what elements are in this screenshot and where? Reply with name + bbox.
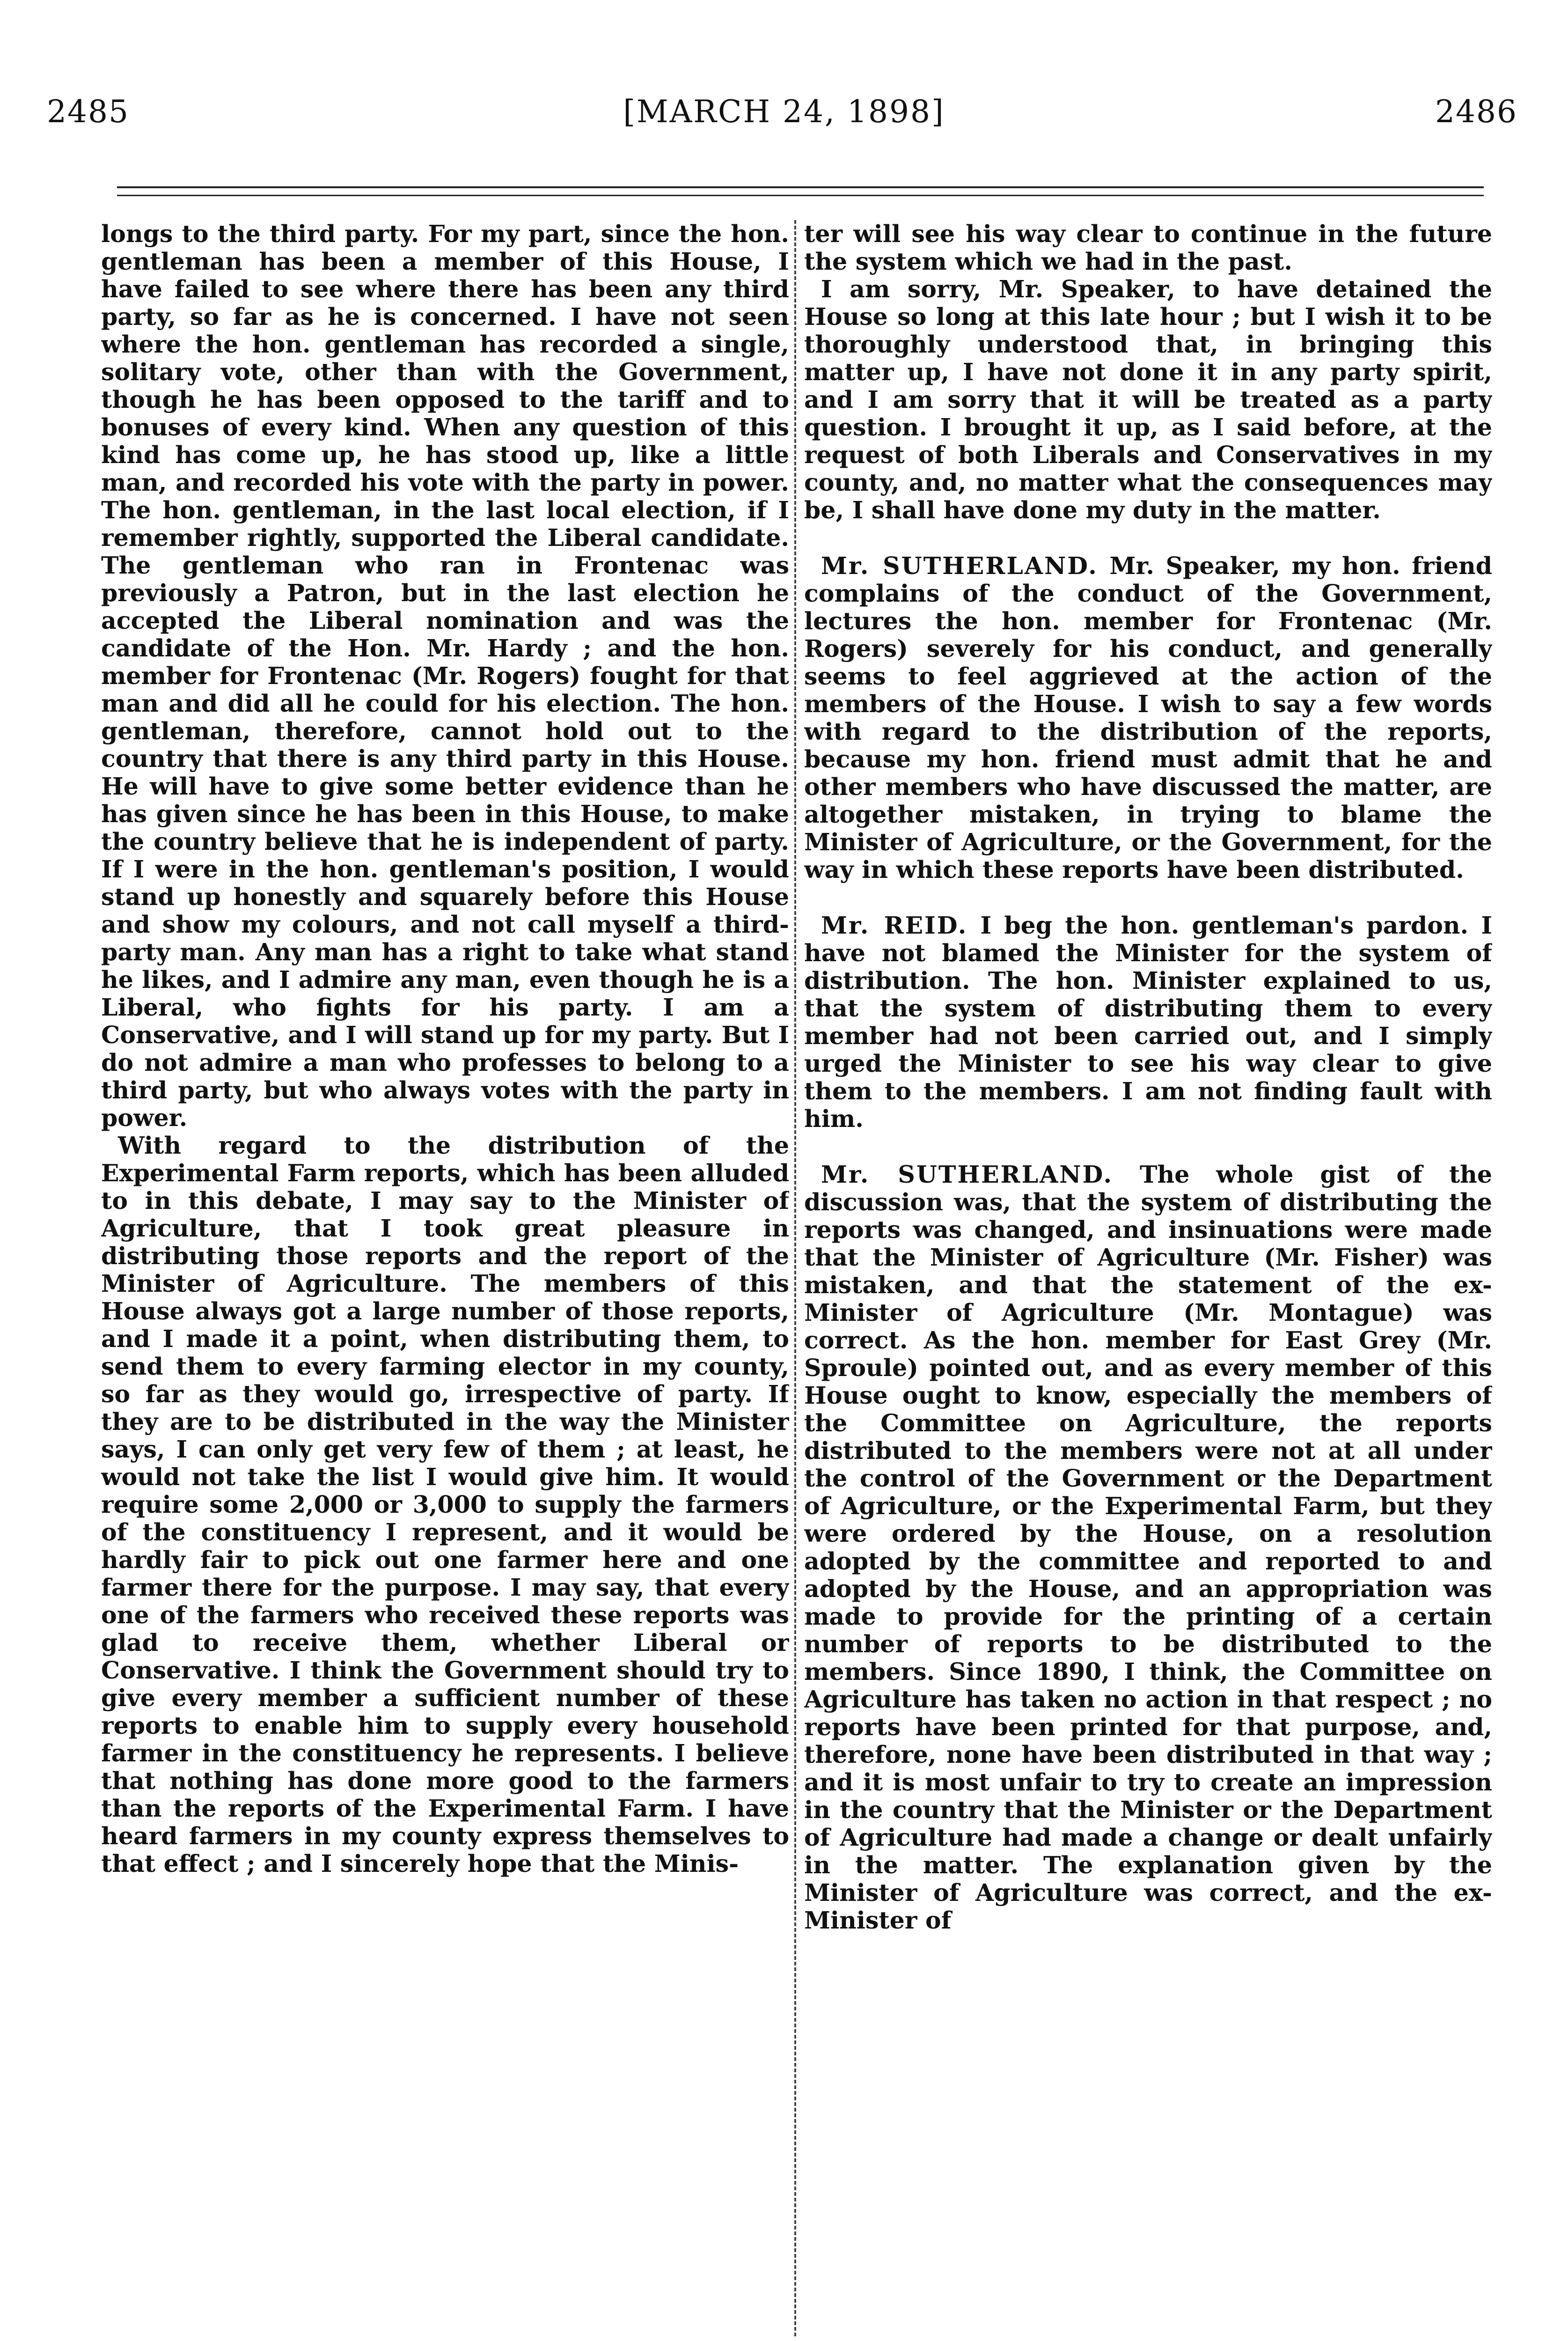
speaker-name: Mr. REID.: [821, 912, 968, 939]
right-paragraph-1: ter will see his way clear to continue in the future the system which we had in the past.: [804, 220, 1492, 275]
page-header: [0, 94, 1568, 145]
speech-sutherland-1: [804, 552, 1492, 883]
page-date-title: [MARCH 24, 1898]: [623, 94, 945, 130]
left-paragraph-2: With regard to the distribution of the Experimental Farm reports, which has been alluded to in this debate, I may say to the Minister of Agriculture, that I took great pleasure in distributing those reports and the report of the Minister of Agriculture. The members of this House always got a large number of those reports, and I made it a point, when distributing them, to send them to every farming elector in my county, so far as they would go, irrespective of party. If they are to be distributed in the way the Minister says, I can only get very few of them ; at least, he would not take the list I would give him. It would require some 2,000 or 3,000 to supply the farmers of the constituency I represent, and it would be hardly fair to pick out one farmer here and one farmer there for the purpose. I may say, that every one of the farmers who received these reports was glad to receive them, whether Liberal or Conservative. I think the Government should try to give every member a sufficient number of these reports to enable him to supply every household farmer in the constituency he represents. I believe that nothing has done more good to the farmers than the reports of the Experimental Farm. I have heard farmers in my county express themselves to that effect ; and I sincerely hope that the Minis-: [101, 1132, 789, 1877]
header-rule-top: [117, 186, 1484, 188]
header-rule-bottom: [117, 195, 1484, 196]
left-page-number: 2485: [47, 94, 129, 130]
right-column: [804, 220, 1492, 2341]
right-page-number: 2486: [1435, 94, 1517, 130]
right-paragraph-2: I am sorry, Mr. Speaker, to have detained the House so long at this late hour ; but I wish it to be thoroughly understood that, in bringing this matter up, I have not done it in any party spirit, and I am sorry that it will be treated as a party question. I brought it up, as I said before, at the request of both Liberals and Conservatives in my county, and, no matter what the consequences may be, I shall have done my duty in the matter.: [804, 275, 1492, 524]
left-column: [101, 220, 789, 2341]
speaker-name: Mr. SUTHERLAND.: [821, 1161, 1114, 1188]
speech-sutherland-2: [804, 1161, 1492, 1934]
speaker-name: Mr. SUTHERLAND.: [821, 552, 1098, 580]
speech-text: Mr. Speaker, my hon. friend complains of the conduct of the Government, lectures the hon. member for Frontenac (Mr. Rogers) severely for his conduct, and generally seems to feel aggrieved at the action of the members of the House. I wish to say a few words with regard to the distribution of the reports, because my hon. friend must admit that he and other members who have discussed the matter, are altogether mistaken, in trying to blame the Minister of Agriculture, or the Government, for the way in which these reports have been distributed.: [804, 552, 1492, 883]
column-divider: [794, 220, 796, 2336]
speech-reid: [804, 912, 1492, 1133]
speech-text: I beg the hon. gentleman's pardon. I have not blamed the Minister for the system of distribution. The hon. Minister explained to us, that the system of distributing them to every member had not been carried out, and I simply urged the Minister to see his way clear to give them to the members. I am not finding fault with him.: [804, 912, 1492, 1133]
left-paragraph-1: longs to the third party. For my part, since the hon. gentleman has been a member of this House, I have failed to see where there has been any third party, so far as he is concerned. I have not seen where the hon. gentleman has recorded a single, solitary vote, other than with the Government, though he has been opposed to the tariff and to bonuses of every kind. When any question of this kind has come up, he has stood up, like a little man, and recorded his vote with the party in power. The hon. gentleman, in the last local election, if I remember rightly, supported the Liberal candidate. The gentleman who ran in Frontenac was previously a Patron, but in the last election he accepted the Liberal nomination and was the candidate of the Hon. Mr. Hardy ; and the hon. member for Frontenac (Mr. Rogers) fought for that man and did all he could for his election. The hon. gentleman, therefore, cannot hold out to the country that there is any third party in this House. He will have to give some better evidence than he has given since he has been in this House, to make the country believe that he is independent of party. If I were in the hon. gentleman's position, I would stand up honestly and squarely before this House and show my colours, and not call myself a third-party man. Any man has a right to take what stand he likes, and I admire any man, even though he is a Liberal, who fights for his party. I am a Conservative, and I will stand up for my party. But I do not admire a man who professes to belong to a third party, but who always votes with the party in power.: [101, 220, 789, 1132]
speech-text: The whole gist of the discussion was, that the system of distributing the reports was changed, and insinuations were made that the Minister of Agriculture (Mr. Fisher) was mistaken, and that the statement of the ex-Minister of Agriculture (Mr. Montague) was correct. As the hon. member for East Grey (Mr. Sproule) pointed out, and as every member of this House ought to know, especially the members of the Committee on Agriculture, the reports distributed to the members were not at all under the control of the Government or the Department of Agriculture, or the Experimental Farm, but they were ordered by the House, on a resolution adopted by the committee and reported to and adopted by the House, and an appropriation was made to provide for the printing of a certain number of reports to be distributed to the members. Since 1890, I think, the Committee on Agriculture has taken no action in that respect ; no reports have been printed for that purpose, and, therefore, none have been distributed in that way ; and it is most unfair to try to create an impression in the country that the Minister or the Department of Agriculture had made a change or dealt unfairly in the matter. The explanation given by the Minister of Agriculture was correct, and the ex-Minister of: [804, 1161, 1492, 1934]
